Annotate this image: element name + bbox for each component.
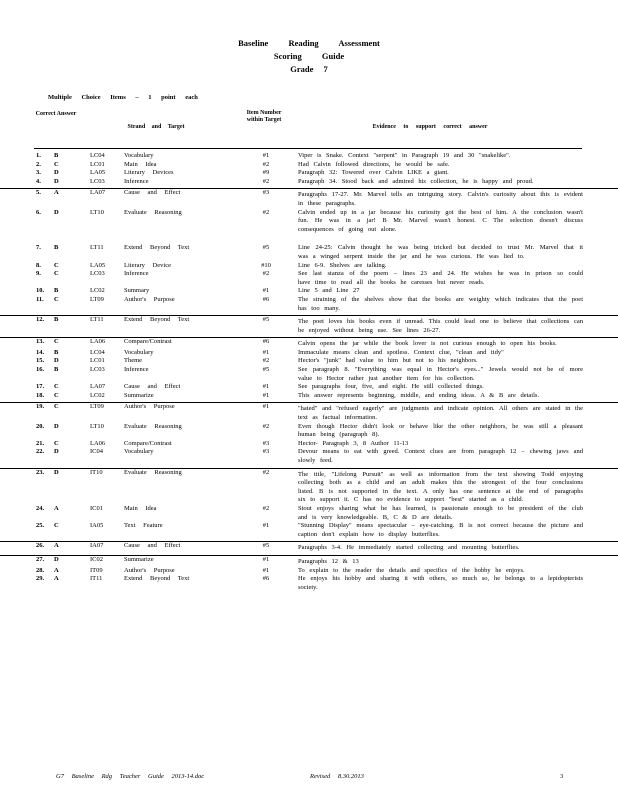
target-code: LA06 [90, 439, 106, 447]
table-row [0, 270, 618, 287]
strand-name: Cause and Effect [124, 383, 181, 391]
evidence-text: Line 5 and Line 27 [298, 287, 360, 295]
target-code: IC04 [90, 448, 103, 456]
column-header-evidence: Evidence to support correct answer [372, 124, 488, 130]
table-row [0, 440, 618, 449]
correct-answer: C [54, 338, 59, 346]
strand-name: Extend Beyond Text [124, 575, 190, 583]
evidence-text: This answer represents beginning, middle, and ending ideas. A & B are details. [298, 391, 540, 399]
item-number: 16. [36, 366, 45, 374]
target-code: LT10 [90, 208, 104, 216]
correct-answer: C [54, 383, 59, 391]
item-number: 23. [36, 468, 45, 476]
item-within-target: #2 [262, 504, 270, 512]
correct-answer: D [54, 357, 59, 365]
item-number: 19. [36, 403, 45, 411]
target-code: LC02 [90, 287, 105, 295]
evidence-text: Paragraphs 12 & 13 [298, 557, 359, 565]
item-within-target: #3 [262, 189, 270, 197]
strand-name: Literary Device [124, 261, 171, 269]
target-code: LA07 [90, 189, 106, 197]
evidence-text: Had Calvin followed directions, he would be safe. [298, 160, 450, 168]
item-number: 4. [36, 177, 41, 185]
table-row [0, 505, 618, 522]
table-row [0, 366, 618, 383]
item-within-target: #6 [262, 575, 270, 583]
item-within-target: #5 [262, 316, 270, 324]
item-number: 10. [36, 287, 45, 295]
strand-name: Cause and Effect [124, 189, 181, 197]
target-code: LC02 [90, 391, 105, 399]
target-code: IA07 [90, 542, 104, 550]
strand-name: Author's Purpose [124, 403, 175, 411]
evidence-text: Paragraph 32: Towered over Calvin LIKE a giant. [298, 169, 449, 177]
correct-answer: B [54, 366, 59, 374]
target-code: LT10 [90, 422, 104, 430]
table-row [0, 522, 618, 539]
item-within-target: #3 [262, 439, 270, 447]
correct-answer: B [54, 244, 59, 252]
column-header-answer: Correct Answer [35, 111, 77, 117]
item-number: 17. [36, 383, 45, 391]
table-row [0, 349, 618, 358]
evidence-text: The poet loves his books even if unread. This could lead one to believe that collections can be enjoyed without being use. See lines 26-27. [298, 318, 583, 334]
correct-answer: C [54, 522, 59, 530]
table-row [0, 567, 618, 576]
item-within-target: #1 [262, 348, 270, 356]
target-code: LA07 [90, 383, 106, 391]
strand-name: Author's Purpose [124, 295, 175, 303]
correct-answer: D [54, 448, 59, 456]
correct-answer: D [54, 208, 59, 216]
footer-filename: G7 Baseline Rdg Teacher Guide 2013-14.doc [56, 773, 205, 780]
evidence-text: See paragraphs four, five, and eight. He still collected things. [298, 383, 484, 391]
evidence-text: See last stanza of the poem – lines 23 and 24. He wishes he was in prison so could have time to read all the books he caresses but never reads. [298, 270, 583, 286]
evidence-text: Paragraphs 3-4. He immediately started collecting and mounting butterflies. [298, 544, 520, 552]
document-title: Baseline Reading Assessment [238, 38, 380, 48]
target-code: LA06 [90, 338, 106, 346]
correct-answer: C [54, 270, 59, 278]
table-row [0, 392, 618, 401]
target-code: LC03 [90, 366, 105, 374]
evidence-text: Devour means to eat with greed. Context clues are from paragraph 12 – chewing jaws and slowly feed. [298, 448, 583, 464]
strand-name: Literary Devices [124, 169, 174, 177]
evidence-text: The straining of the shelves show that the books are weighty which indicates that the poet has too many. [298, 295, 583, 312]
correct-answer: C [54, 261, 59, 269]
item-within-target: #5 [262, 542, 270, 550]
table-row [0, 555, 618, 567]
target-code: LA05 [90, 169, 106, 177]
item-within-target: #5 [262, 366, 270, 374]
target-code: LT09 [90, 295, 104, 303]
evidence-text: Paragraph 34. Stood back and admired his collection, he is happy and proud. [298, 177, 534, 185]
correct-answer: B [54, 152, 59, 159]
item-within-target: #6 [262, 295, 270, 303]
item-within-target: #6 [262, 338, 270, 346]
target-code: IC02 [90, 555, 103, 563]
strand-name: Evaluate Reasoning [124, 208, 182, 216]
item-within-target: #1 [262, 403, 270, 411]
table-row [0, 244, 618, 261]
item-within-target: #1 [262, 566, 270, 574]
strand-name: Summarize [124, 555, 154, 563]
strand-name: Main Idea [124, 504, 157, 512]
item-within-target: #10 [261, 261, 271, 269]
column-header-item: Item Number within Target [246, 110, 282, 123]
correct-answer: D [54, 177, 59, 185]
item-within-target: #2 [262, 160, 270, 168]
item-within-target: #1 [262, 152, 270, 159]
item-within-target: #1 [262, 555, 270, 563]
footer-revised: Revised 8.30.2013 [310, 773, 364, 780]
correct-answer: C [54, 391, 59, 399]
table-row [0, 423, 618, 440]
strand-name: Inference [124, 177, 149, 185]
evidence-text: Hector's "junk" had value to him but not to his neighbors. [298, 357, 478, 365]
item-number: 18. [36, 391, 45, 399]
correct-answer: D [54, 555, 59, 563]
item-within-target: #1 [262, 383, 270, 391]
strand-name: Summary [124, 287, 150, 295]
correct-answer: A [54, 504, 59, 512]
table-row [0, 448, 618, 465]
evidence-text: Line 24-25: Calvin thought he was being tricked but decided to trust Mr. Marvel that it was a winged serpent inside the jar and he was curious. He was lied to. [298, 244, 583, 260]
correct-answer: A [54, 566, 59, 574]
correct-answer: C [54, 295, 59, 303]
correct-answer: C [54, 403, 59, 411]
item-number: 14. [36, 348, 45, 356]
item-number: 6. [36, 208, 41, 216]
strand-name: Theme [124, 357, 143, 365]
correct-answer: A [54, 575, 59, 583]
item-number: 28. [36, 566, 45, 574]
evidence-text: Calvin ended up in a jar because his curiosity got the best of him. A the conclusion wasn't fun. He was in a jar! B Mr. Marvel wasn't honest. C The selection doesn't discuss consequences of going out alone. [298, 208, 583, 233]
evidence-text: "Stunning Display" means spectacular – eye-catching. B is not correct because the picture and caption don't explain how to display butterflies. [298, 522, 583, 538]
target-code: IT11 [90, 575, 103, 583]
correct-answer: A [54, 542, 59, 550]
strand-name: Summarize [124, 391, 154, 399]
item-number: 15. [36, 357, 45, 365]
evidence-text: Calvin opens the jar while the book lover is not curious enough to open his books. [298, 340, 557, 348]
item-within-target: #2 [262, 357, 270, 365]
evidence-text: He enjoys his hobby and sharing it with others, so much so, he belongs to a lepidopterists society. [298, 575, 583, 591]
grade-label: Grade 7 [290, 64, 328, 74]
item-within-target: #1 [262, 287, 270, 295]
item-number: 11. [36, 295, 44, 303]
item-within-target: #2 [262, 468, 270, 476]
strand-name: Compare/Contrast [124, 338, 172, 346]
target-code: LA05 [90, 261, 106, 269]
table-row [0, 402, 618, 422]
table-row [0, 161, 618, 170]
target-code: LC01 [90, 160, 105, 168]
strand-name: Text Feature [124, 522, 163, 530]
item-within-target: #9 [262, 169, 270, 177]
item-number: 20. [36, 422, 45, 430]
strand-name: Vocabulary [124, 152, 154, 159]
table-row [0, 169, 618, 178]
item-within-target: #1 [262, 522, 270, 530]
evidence-text: To explain to the reader the details and specifics of the hobby he enjoys. [298, 566, 525, 574]
item-within-target: #1 [262, 391, 270, 399]
item-number: 5. [36, 189, 41, 197]
evidence-text: Line 6-9. Shelves are talking. [298, 261, 387, 269]
correct-answer: B [54, 287, 59, 295]
evidence-text: Viper is Snake. Context "serpent" in Paragraph 19 and 30 "snakelike". [298, 152, 511, 159]
item-within-target: #2 [262, 270, 270, 278]
table-row [0, 296, 618, 313]
strand-name: Extend Beyond Text [124, 244, 190, 252]
target-code: LC01 [90, 357, 105, 365]
correct-answer: D [54, 468, 59, 476]
target-code: IC01 [90, 504, 103, 512]
evidence-text: "hated" and "refused eagerly" are judgments and indicate opinion. All others are stated in the text as factual information. [298, 405, 583, 422]
target-code: IT10 [90, 468, 103, 476]
item-number: 2. [36, 160, 41, 168]
table-row [0, 541, 618, 553]
header-divider [34, 148, 582, 149]
item-number: 26. [36, 542, 45, 550]
table-row [0, 209, 618, 245]
strand-name: Vocabulary [124, 348, 154, 356]
table-row [0, 575, 618, 592]
item-number: 12. [36, 316, 45, 324]
evidence-text: Even though Hector didn't look or behave like the other neighbors, he was still a pleasant human being (paragraph 8). [298, 422, 583, 439]
strand-name: Compare/Contrast [124, 439, 172, 447]
correct-answer: D [54, 169, 59, 177]
table-row [0, 178, 618, 187]
table-row [0, 468, 618, 505]
item-number: 7. [36, 244, 41, 252]
correct-answer: D [54, 422, 59, 430]
target-code: IA05 [90, 522, 104, 530]
target-code: LT11 [90, 316, 104, 324]
correct-answer: C [54, 160, 59, 168]
target-code: LT11 [90, 244, 104, 252]
strand-name: Vocabulary [124, 448, 154, 456]
item-number: 1. [36, 152, 41, 159]
item-within-target: #5 [262, 244, 270, 252]
table-row [0, 188, 618, 208]
strand-name: Evaluate Reasoning [124, 468, 182, 476]
item-within-target: #2 [262, 208, 270, 216]
evidence-text: Paragraphs 17-27. Mr. Marvel tells an intriguing story. Calvin's curiosity about this is evident in these paragraphs. [298, 191, 583, 207]
target-code: IT09 [90, 566, 103, 574]
item-number: 25. [36, 522, 45, 530]
target-code: LC04 [90, 348, 105, 356]
evidence-text: Hector- Paragraph 3, 8 Author 11-13 [298, 439, 409, 447]
table-row [0, 357, 618, 366]
item-number: 24. [36, 504, 45, 512]
evidence-text: See paragraph 8. "Everything was equal in Hector's eyes..." Jewels would not be of more value to Hector rather just another item for his collection. [298, 366, 583, 382]
correct-answer: C [54, 439, 59, 447]
answer-table [0, 152, 618, 592]
table-row [0, 287, 618, 296]
evidence-text: The title, "Lifelong Pursuit" as well as information from the text showing Todd enjoying collecting both as a child and an adult makes this the strongest of the four conclusions listed. B is not supported in the text. A only has one sentence at the end of paragraphs six to support it. C has no evidence to support "best" started as a child. [298, 470, 583, 504]
correct-answer: B [54, 348, 59, 356]
item-number: 22. [36, 448, 45, 456]
evidence-text: Immaculate means clean and spotless. Context clue, "clean and tidy" [298, 348, 504, 356]
correct-answer: A [54, 189, 59, 197]
item-within-target: #2 [262, 177, 270, 185]
item-number: 8. [36, 261, 41, 269]
table-row [0, 383, 618, 392]
section-heading: Multiple Choice Items – 1 point each [48, 94, 198, 101]
strand-name: Main Idea [124, 160, 157, 168]
target-code: LT09 [90, 403, 104, 411]
strand-name: Inference [124, 270, 149, 278]
item-number: 21. [36, 439, 45, 447]
table-row [0, 337, 618, 349]
table-row [0, 152, 618, 161]
table-row [0, 262, 618, 271]
strand-name: Author's Purpose [124, 566, 175, 574]
evidence-text: Stout enjoys sharing what he has learned, is passionate enough to be president of the club and is very knowledgeable. B, C & D are details. [298, 504, 583, 521]
item-number: 3. [36, 169, 41, 177]
item-within-target: #3 [262, 448, 270, 456]
item-number: 13. [36, 338, 45, 346]
table-row [0, 315, 618, 335]
item-within-target: #2 [262, 422, 270, 430]
strand-name: Extend Beyond Text [124, 316, 190, 324]
item-number: 29. [36, 575, 45, 583]
page-number: 3 [560, 773, 564, 780]
strand-name: Cause and Effect [124, 542, 181, 550]
target-code: LC03 [90, 177, 105, 185]
document-subtitle: Scoring Guide [273, 51, 345, 61]
target-code: LC03 [90, 270, 105, 278]
item-number: 9. [36, 270, 41, 278]
strand-name: Inference [124, 366, 149, 374]
target-code: LC04 [90, 152, 105, 159]
strand-name: Evaluate Reasoning [124, 422, 182, 430]
correct-answer: B [54, 316, 59, 324]
item-number: 27. [36, 555, 45, 563]
column-header-strand: Strand and Target [127, 124, 185, 130]
